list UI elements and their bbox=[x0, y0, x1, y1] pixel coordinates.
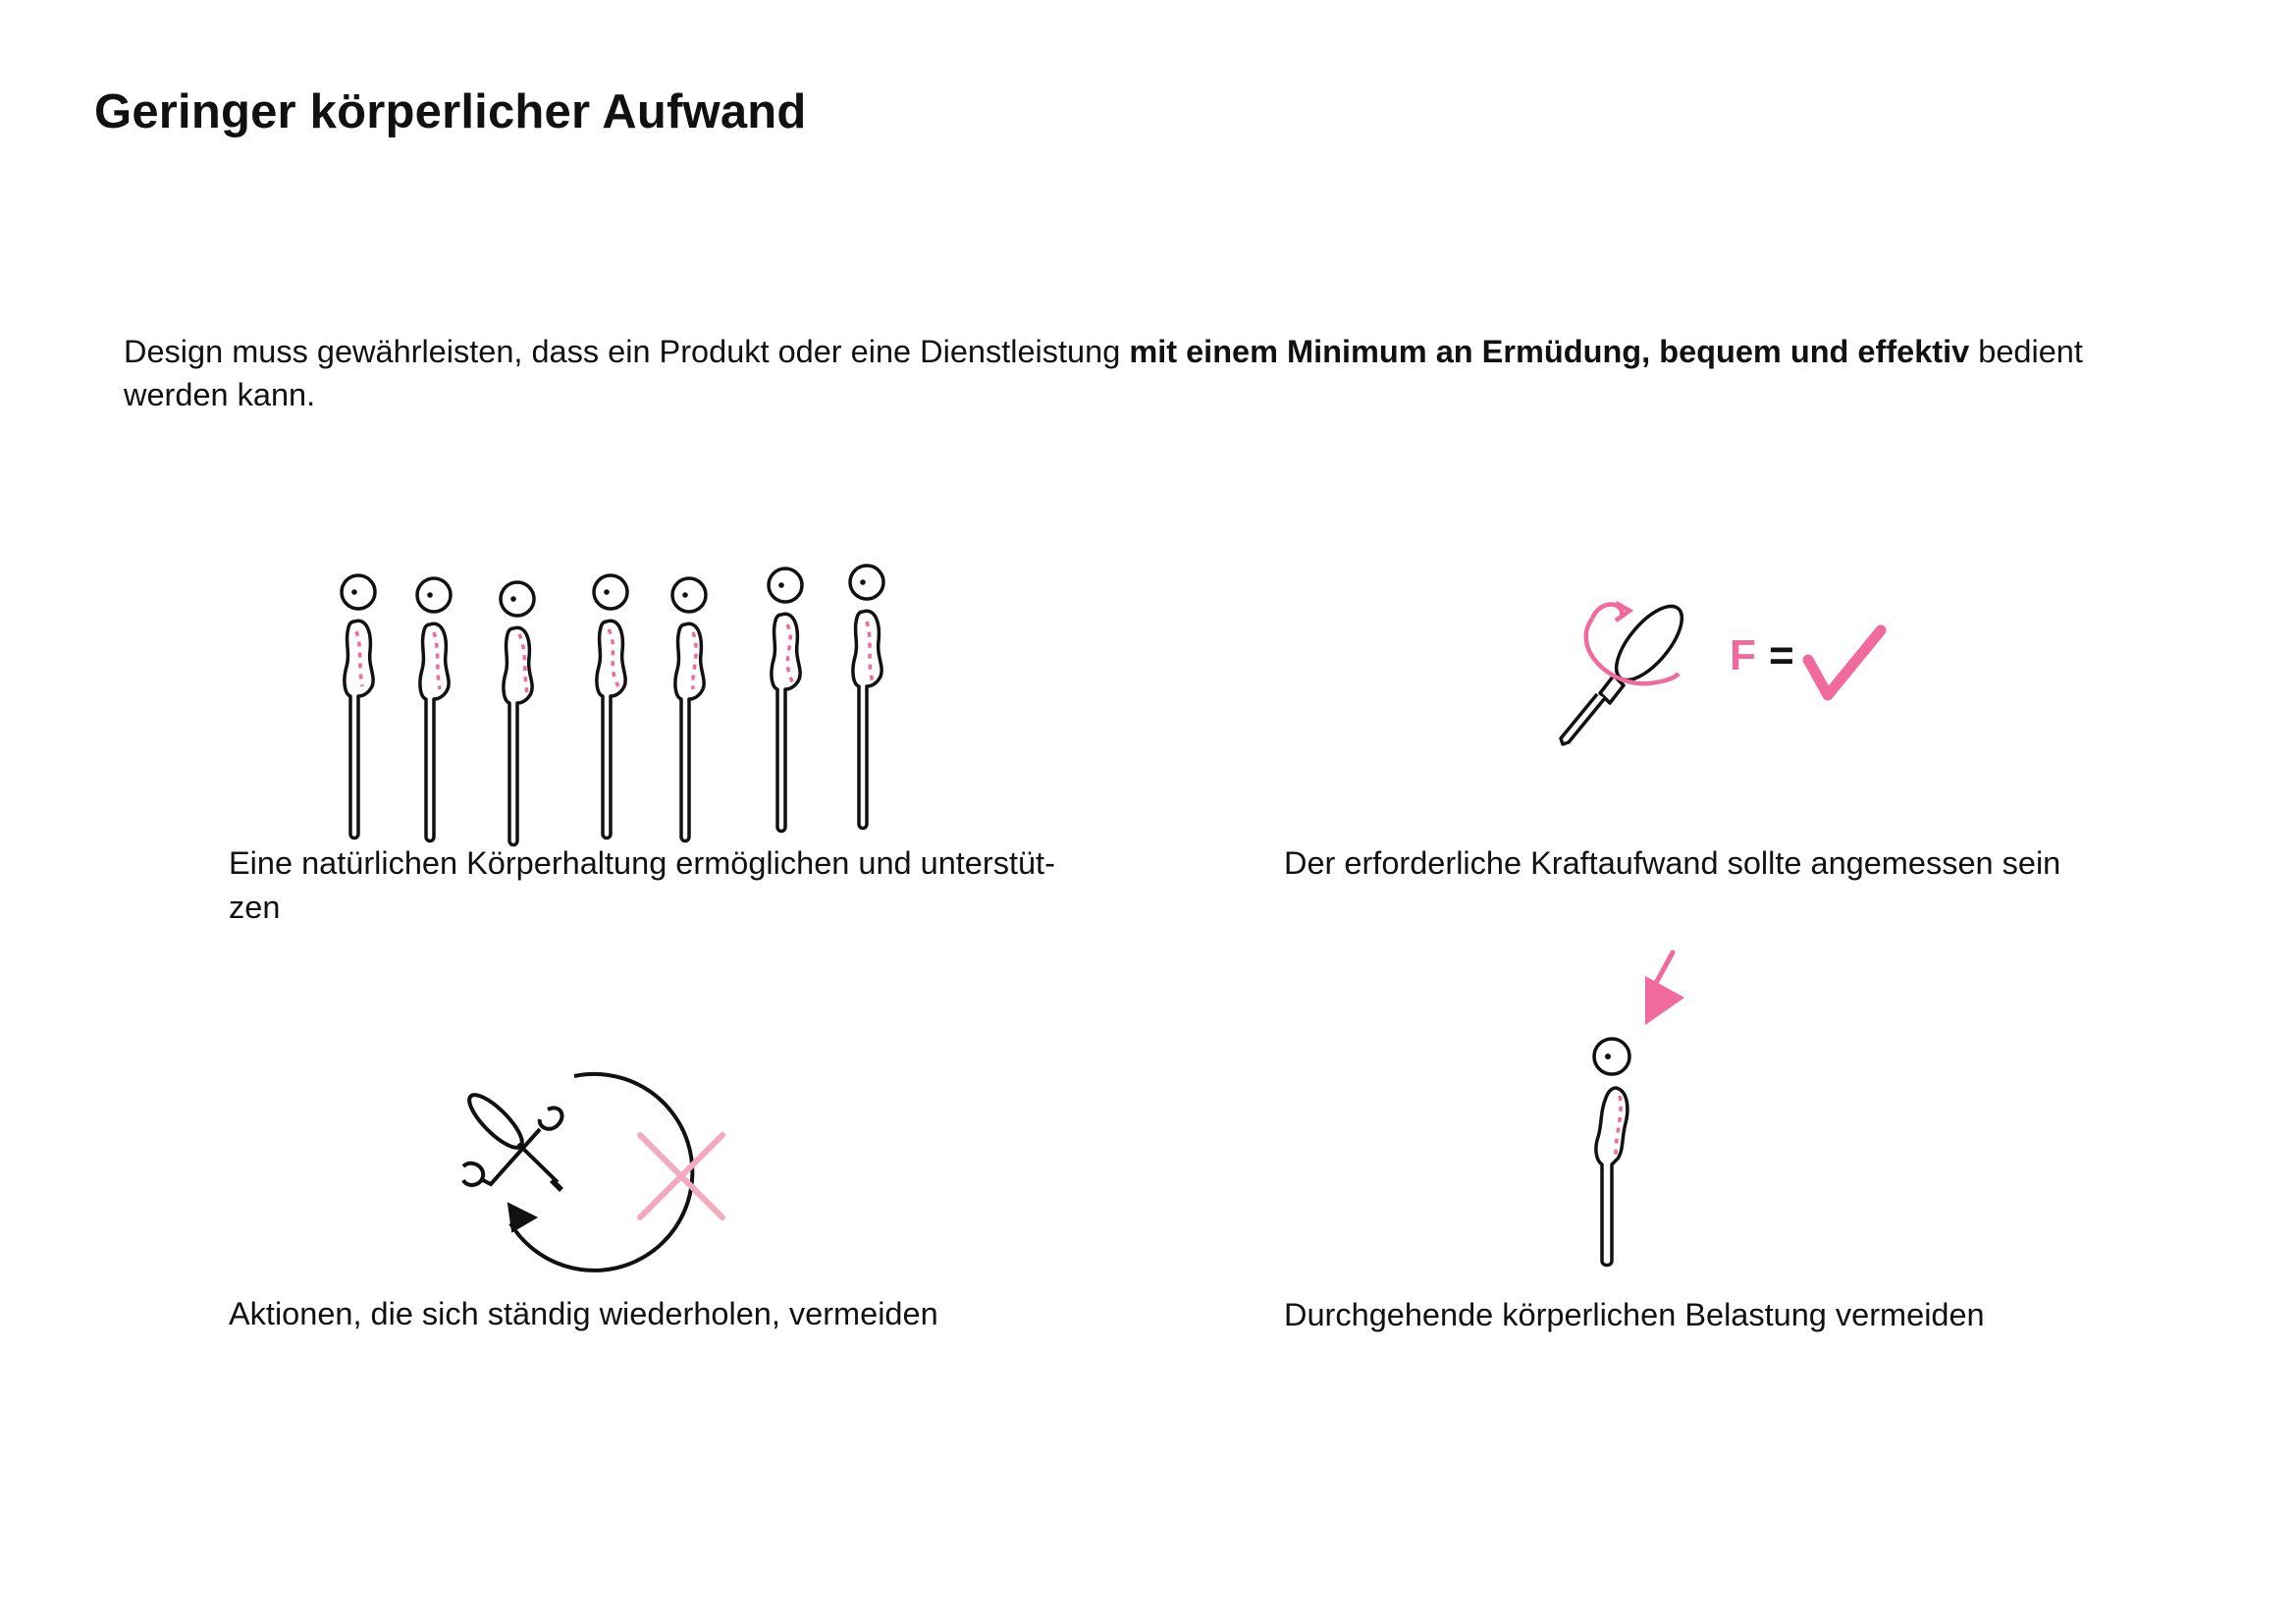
caption-continuous-load: Durchgehende körperlichen Belastung vermeiden bbox=[1284, 1297, 1985, 1332]
repetitive-action-cross-icon bbox=[452, 1051, 746, 1267]
posture-figure-4 bbox=[594, 575, 627, 839]
page-title: Geringer körperlicher Aufwand bbox=[94, 85, 807, 138]
screwdriver-icon bbox=[1561, 596, 1693, 744]
cycle-arrow-icon bbox=[508, 1074, 692, 1271]
posture-figure-7 bbox=[850, 566, 883, 829]
downward-arrow-icon bbox=[1645, 952, 1684, 1025]
equals-sign: = bbox=[1769, 631, 1794, 679]
posture-figure-2 bbox=[417, 578, 451, 841]
caption-posture: Eine natürlichen Körperhaltung ermöglichen und unterstüt-zen bbox=[229, 845, 1055, 925]
checkmark-icon bbox=[1808, 630, 1881, 695]
force-symbol: F bbox=[1730, 631, 1756, 679]
posture-figure-5 bbox=[672, 578, 706, 841]
intro-text-start: Design muss gewährleisten, dass ein Produkt oder eine Dienstleistung bbox=[124, 334, 1130, 369]
continuous-load-figure-icon bbox=[1571, 943, 1708, 1276]
caption-force: Der erforderliche Kraftaufwand sollte angemessen sein bbox=[1284, 845, 2061, 881]
intro-paragraph bbox=[124, 330, 2185, 416]
caption-repetition: Aktionen, die sich ständig wiederholen, vermeiden bbox=[229, 1296, 938, 1331]
posture-figure-6 bbox=[769, 568, 802, 832]
posture-figure-3 bbox=[501, 582, 534, 845]
intro-emphasis: mit einem Minimum an Ermüdung, bequem und effektiv bbox=[1129, 334, 1970, 369]
intro-text-end: bedient werden kann. bbox=[124, 334, 2083, 412]
screwdriver-force-icon bbox=[1551, 589, 1904, 766]
cross-icon bbox=[640, 1135, 722, 1218]
posture-figures-icon bbox=[314, 550, 923, 815]
posture-figure-1 bbox=[342, 575, 375, 839]
standing-figure bbox=[1594, 1039, 1629, 1266]
